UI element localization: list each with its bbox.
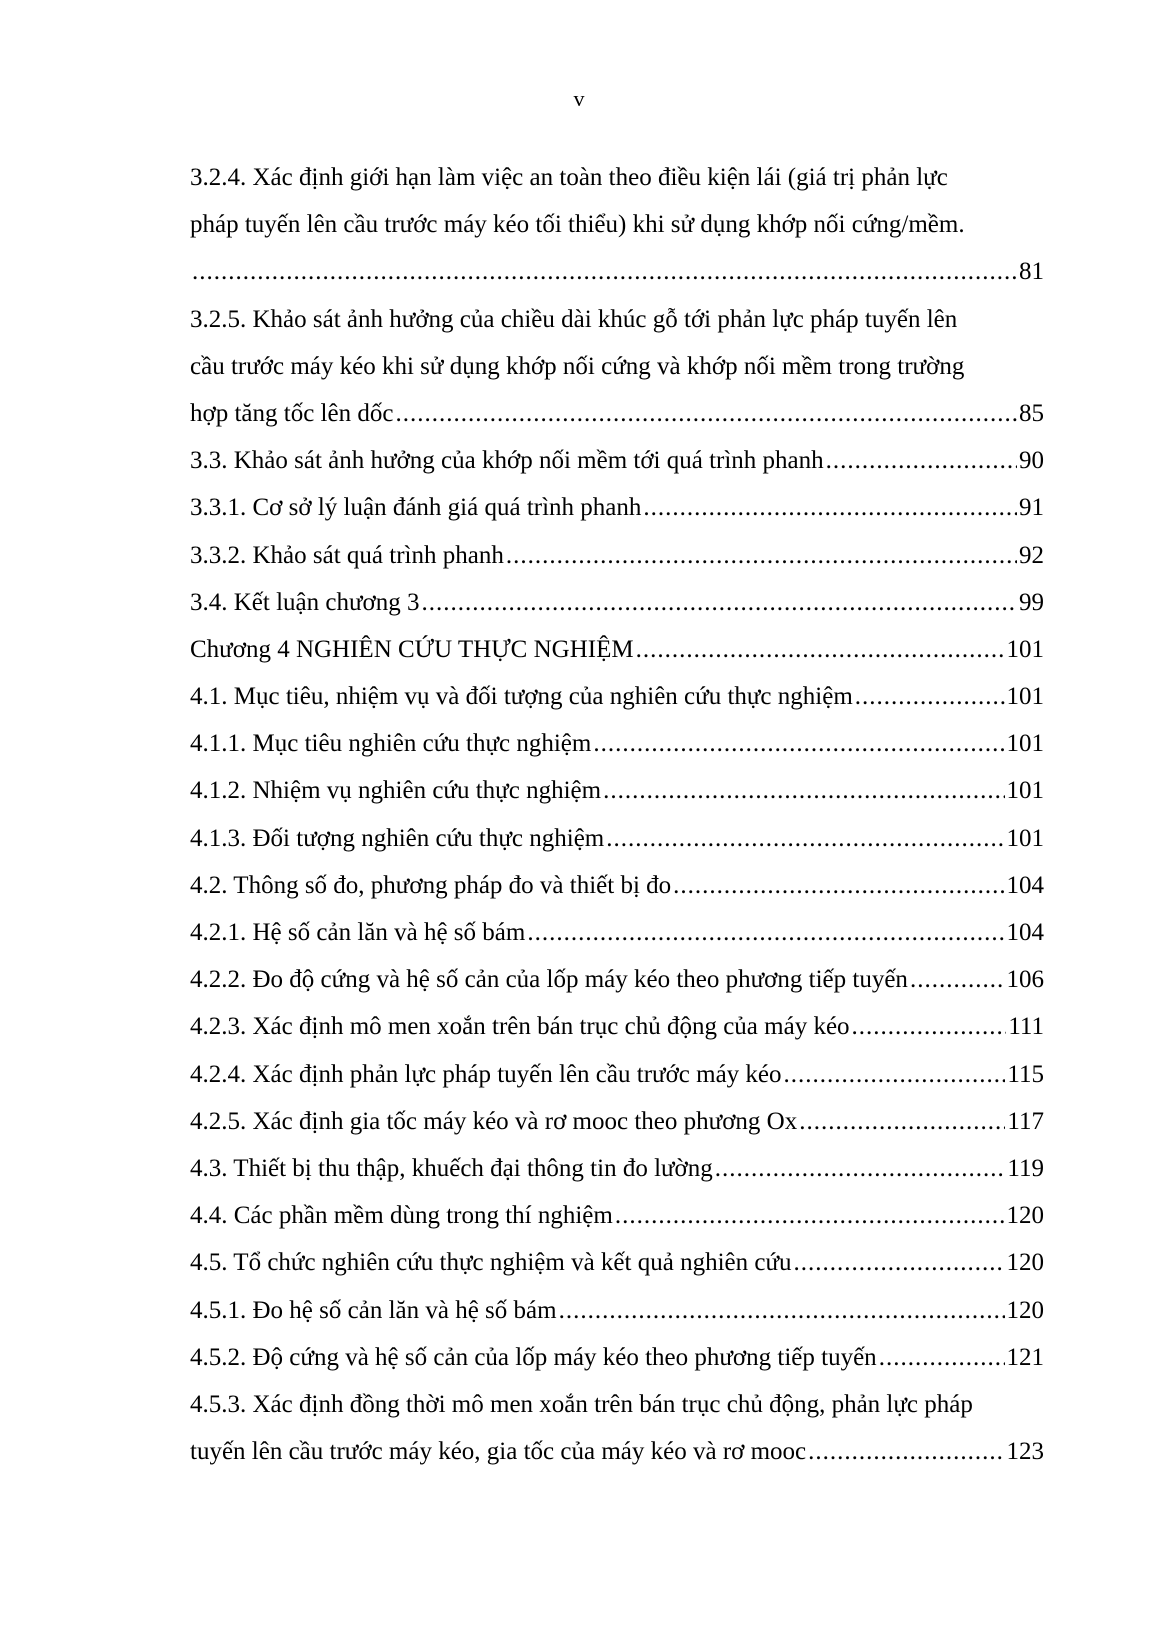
dot-leader — [192, 248, 1017, 295]
toc-entry-text: 4.2.5. Xác định gia tốc máy kéo và rơ mooc theo phương Ox — [190, 1107, 798, 1135]
toc-entry-text: 3.3.2. Khảo sát quá trình phanh — [190, 541, 504, 569]
toc-entry — [190, 909, 1044, 956]
toc-page-number: 120 — [1006, 1202, 1044, 1230]
dot-leader — [794, 1239, 1005, 1286]
toc-entry-text: 4.4. Các phần mềm dùng trong thí nghiệm — [190, 1202, 613, 1230]
table-of-contents — [190, 154, 1044, 1475]
toc-entry — [190, 1051, 1044, 1098]
toc-page-number: 99 — [1019, 588, 1044, 616]
dot-leader — [673, 862, 1004, 909]
toc-page-number: 120 — [1006, 1249, 1044, 1277]
dot-leader — [603, 767, 1004, 814]
toc-page-number: 85 — [1019, 399, 1044, 427]
toc-entry-text: 4.2.4. Xác định phản lực pháp tuyến lên cầu trước máy kéo — [190, 1060, 782, 1088]
toc-entry-3-2-5-line1 — [190, 296, 1044, 343]
toc-page-number: 115 — [1007, 1060, 1044, 1088]
toc-entry — [190, 1287, 1044, 1334]
toc-entry-text: 4.2.1. Hệ số cản lăn và hệ số bám — [190, 919, 526, 946]
toc-page-number: 123 — [1006, 1438, 1044, 1466]
toc-page-number: 117 — [1007, 1107, 1044, 1135]
toc-entry — [190, 437, 1044, 484]
toc-entry — [190, 532, 1044, 579]
dot-leader — [784, 1051, 1006, 1098]
toc-entry — [190, 1334, 1044, 1381]
toc-entry-text: 4.1. Mục tiêu, nhiệm vụ và đối tượng của nghiên cứu thực nghiệm — [190, 683, 853, 711]
toc-entry — [190, 673, 1044, 720]
toc-entry-text: hợp tăng tốc lên dốc — [190, 399, 394, 427]
toc-entry-3-2-4-line1 — [190, 154, 1044, 201]
toc-entry — [190, 1192, 1044, 1239]
toc-entry — [190, 579, 1044, 626]
toc-entry — [190, 1003, 1044, 1050]
toc-entry — [190, 720, 1044, 767]
toc-entry-text: 3.2.4. Xác định giới hạn làm việc an toàn theo điều kiện lái (giá trị phản lực — [190, 164, 948, 191]
toc-page-number: 90 — [1019, 447, 1044, 475]
toc-entry-text: 4.3. Thiết bị thu thập, khuếch đại thông tin đo lường — [190, 1154, 713, 1182]
toc-page-number: 104 — [1006, 919, 1044, 946]
toc-entry-chapter-4 — [190, 626, 1044, 673]
toc-entry-text: 4.2.3. Xác định mô men xoắn trên bán trục chủ động của máy kéo — [190, 1013, 850, 1041]
dot-leader — [527, 909, 1004, 956]
toc-entry — [190, 1145, 1044, 1192]
toc-entry — [190, 862, 1044, 909]
dot-leader — [852, 1003, 1007, 1050]
toc-entry-text: 3.3.1. Cơ sở lý luận đánh giá quá trình phanh — [190, 494, 642, 522]
page-number: v — [573, 86, 585, 111]
dot-leader — [506, 532, 1017, 579]
toc-entry-text: 4.1.2. Nhiệm vụ nghiên cứu thực nghiệm — [190, 777, 602, 805]
toc-page-number: 120 — [1006, 1296, 1044, 1324]
toc-entry-text: 4.1.3. Đối tượng nghiên cứu thực nghiệm — [190, 824, 605, 852]
toc-entry-3-2-5-line3 — [190, 390, 1044, 437]
toc-page-number: 101 — [1006, 683, 1044, 711]
toc-entry-4-5-3-line1 — [190, 1381, 1044, 1428]
toc-entry-text: 4.2. Thông số đo, phương pháp đo và thiết bị đo — [190, 871, 672, 899]
toc-entry-3-2-4-leader — [190, 248, 1044, 295]
toc-entry — [190, 1098, 1044, 1145]
dot-leader — [559, 1287, 1005, 1334]
toc-page-number: 104 — [1006, 871, 1044, 899]
toc-entry-text: pháp tuyến lên cầu trước máy kéo tối thiểu) khi sử dụng khớp nối cứng/mềm. — [190, 211, 965, 239]
toc-entry-text: cầu trước máy kéo khi sử dụng khớp nối cứng và khớp nối mềm trong trường — [190, 352, 965, 380]
toc-page-number: 101 — [1006, 824, 1044, 852]
dot-leader — [855, 673, 1005, 720]
dot-leader — [643, 484, 1017, 531]
toc-entry-3-2-5-line2 — [190, 343, 1044, 390]
toc-entry-text: 3.3. Khảo sát ảnh hưởng của khớp nối mềm tới quá trình phanh — [190, 447, 824, 475]
toc-page-number: 101 — [1006, 635, 1044, 663]
toc-entry — [190, 1239, 1044, 1286]
dot-leader — [879, 1334, 1005, 1381]
toc-page-number: 92 — [1019, 541, 1044, 569]
toc-entry-text: tuyến lên cầu trước máy kéo, gia tốc của máy kéo và rơ mooc — [190, 1438, 807, 1466]
dot-leader — [799, 1098, 1005, 1145]
toc-page-number: 81 — [1019, 258, 1044, 286]
toc-entry-text: 4.5.2. Độ cứng và hệ số cản của lốp máy kéo theo phương tiếp tuyến — [190, 1343, 877, 1371]
dot-leader — [636, 626, 1005, 673]
dot-leader — [808, 1428, 1004, 1475]
dot-leader — [826, 437, 1017, 484]
toc-page-number: 111 — [1008, 1013, 1044, 1041]
dot-leader — [395, 390, 1017, 437]
toc-entry-3-2-4-line2 — [190, 201, 1044, 248]
toc-page-number: 101 — [1006, 730, 1044, 758]
toc-page-number: 91 — [1019, 494, 1044, 522]
toc-entry-text: 3.2.5. Khảo sát ảnh hưởng của chiều dài khúc gỗ tới phản lực pháp tuyến lên — [190, 305, 958, 333]
toc-entry-text: 4.5.1. Đo hệ số cản lăn và hệ số bám — [190, 1296, 557, 1324]
toc-entry-text: 4.5.3. Xác định đồng thời mô men xoắn trên bán trục chủ động, phản lực pháp — [190, 1390, 973, 1418]
toc-entry — [190, 484, 1044, 531]
toc-entry — [190, 767, 1044, 814]
dot-leader — [606, 815, 1004, 862]
dot-leader — [910, 956, 1005, 1003]
dot-leader — [593, 720, 1004, 767]
toc-page-number: 119 — [1007, 1154, 1044, 1182]
toc-entry-4-5-3-line2 — [190, 1428, 1044, 1475]
toc-entry-text: 4.2.2. Đo độ cứng và hệ số cản của lốp máy kéo theo phương tiếp tuyến — [190, 966, 908, 994]
toc-entry — [190, 956, 1044, 1003]
toc-page-number: 101 — [1006, 777, 1044, 805]
toc-entry-text: Chương 4 NGHIÊN CỨU THỰC NGHIỆM — [190, 635, 634, 663]
toc-page-number: 121 — [1006, 1343, 1044, 1371]
toc-entry — [190, 815, 1044, 862]
toc-entry-text: 4.5. Tổ chức nghiên cứu thực nghiệm và kết quả nghiên cứu — [190, 1249, 792, 1277]
toc-page-number: 106 — [1006, 966, 1044, 994]
toc-entry-text: 3.4. Kết luận chương 3 — [190, 588, 420, 616]
dot-leader — [422, 579, 1017, 626]
toc-entry-text: 4.1.1. Mục tiêu nghiên cứu thực nghiệm — [190, 730, 592, 758]
dot-leader — [715, 1145, 1006, 1192]
dot-leader — [615, 1192, 1005, 1239]
